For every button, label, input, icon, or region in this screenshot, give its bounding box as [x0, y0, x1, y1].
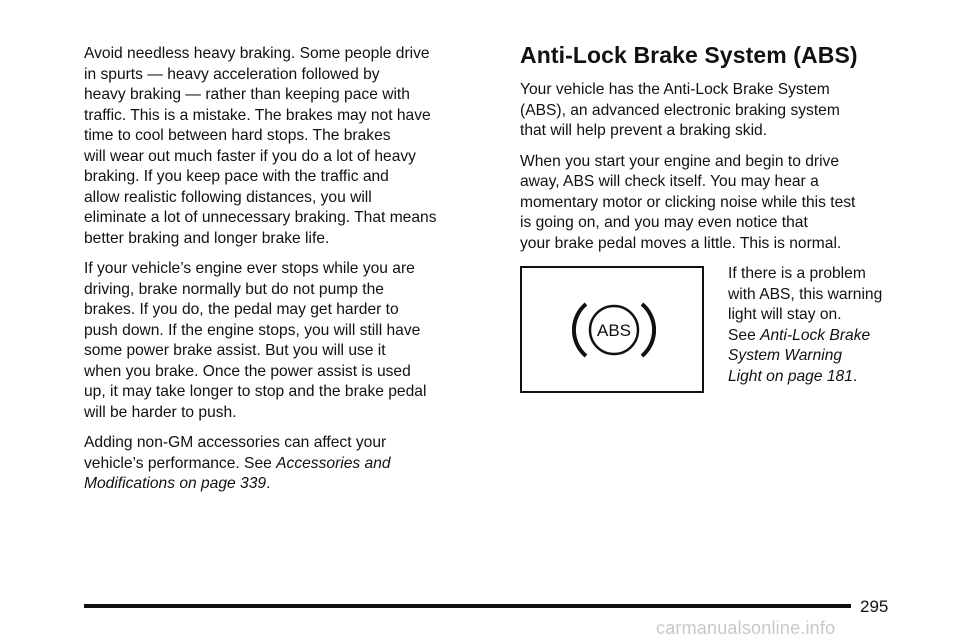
braking-paragraph: Avoid needless heavy braking. Some people drive in spurts — heavy acceleration followed by heavy braking — rather than keeping pace with traffic. This is a mistake. The brakes may not have time to cool between hard stops. The brakes will wear out much faster if you do a lot of heavy braking. If you keep pace with the traffic and allow realistic following distances, you will eliminate a lot of unnecessary braking. That means better braking and longer brake life. [84, 45, 437, 247]
abs-warning-page-reference: Anti-Lock Brake System Warning Light on page 181 [728, 326, 871, 385]
abs-warning-paragraph [728, 264, 928, 387]
abs-intro-paragraph: Your vehicle has the Anti-Lock Brake System (ABS), an advanced electronic braking system that will help prevent a braking skid. [520, 81, 840, 139]
right-column [520, 40, 920, 264]
abs-right-arc [642, 304, 654, 356]
abs-left-arc [574, 304, 586, 356]
abs-warning-light-icon [572, 296, 656, 364]
abs-warning-text-block [728, 264, 928, 397]
accessories-page-reference: Accessories and Modifications on page 339 [84, 454, 391, 492]
accessories-paragraph [84, 433, 494, 495]
watermark: carmanualsonline.info [656, 618, 836, 638]
abs-warning-light-box [520, 266, 704, 393]
page-number: 295 [860, 597, 889, 616]
abs-selfcheck-paragraph: When you start your engine and begin to drive away, ABS will check itself. You may hear a momentary motor or clicking noise while this test is going on, and you may even notice that your brake pedal moves a little. This is normal. [520, 152, 856, 252]
engine-stops-paragraph: If your vehicle’s engine ever stops while you are driving, brake normally but do not pump the brakes. If you do, the pedal may get harder to push down. If the engine stops, you will still have some power brake assist. But you will use it when you brake. Once the power assist is used up, it may take longer to stop and the brake pedal will be harder to push. [84, 260, 427, 421]
abs-label: ABS [596, 321, 632, 340]
abs-warning-text: If there is a problem with ABS, this warning light will stay on. See [728, 265, 883, 344]
accessories-text: Adding non-GM accessories can affect your vehicle’s performance. See [84, 434, 387, 472]
abs-warning-period: . [852, 367, 858, 385]
left-column [84, 44, 494, 505]
section-heading: Anti-Lock Brake System (ABS) [520, 42, 858, 68]
footer-rule [84, 604, 851, 608]
accessories-period: . [266, 475, 271, 492]
